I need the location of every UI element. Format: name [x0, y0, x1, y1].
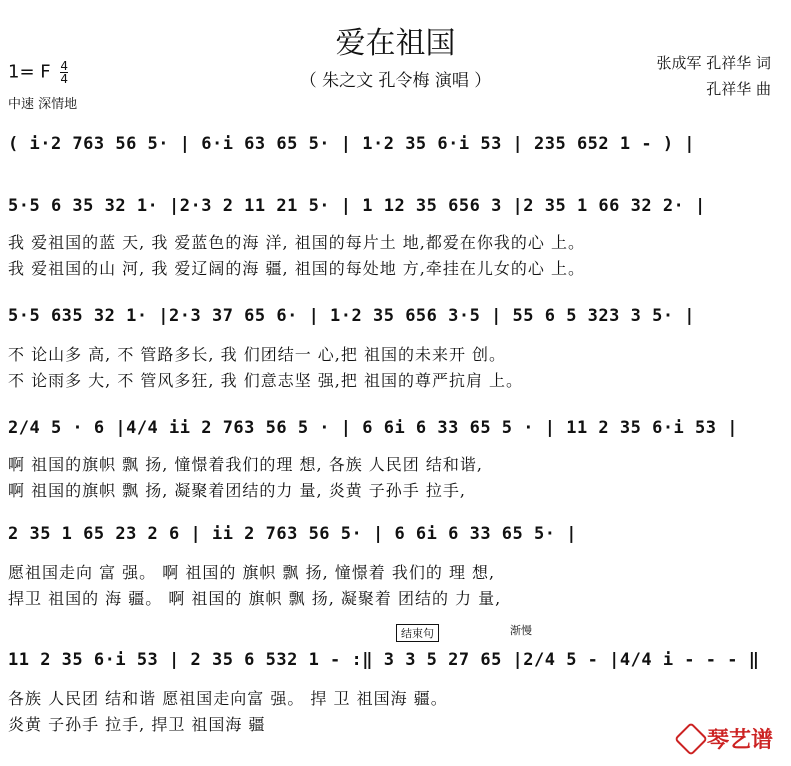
staff-line-2: 5·5 6 35 32 1· |2·3 2 11 21 5· | 1 12 35 656 3 |2 35 1 66 32 2· |: [8, 196, 706, 216]
logo-icon: [674, 722, 708, 756]
key-label: 1= F: [8, 61, 51, 83]
lyric-line-3a: 不 论山多 高, 不 管路多长, 我 们团结一 心,把 祖国的未来开 创。: [8, 345, 507, 364]
lyric-line-2a: 我 爱祖国的蓝 天, 我 爱蓝色的海 洋, 祖国的每片土 地,都爱在你我的心 上。: [8, 233, 585, 252]
lyricists-credit: 张成军 孔祥华 词: [656, 54, 771, 72]
logo-text: 琴艺谱: [706, 728, 773, 753]
staff-line-1: ( i·2 763 56 5· | 6·i 63 65 5· | 1·2 35 6·i 53 | 235 652 1 - ) |: [8, 134, 696, 154]
lyric-line-6b: 炎黄 子孙手 拉手, 捍卫 祖国海 疆: [8, 715, 266, 734]
time-bottom: 4: [60, 72, 68, 86]
key-signature: [8, 60, 68, 85]
ritardando-label: 渐慢: [510, 624, 532, 637]
ending-phrase-label: 结束句: [396, 624, 439, 642]
time-top: 4: [60, 59, 68, 73]
lyric-line-6a: 各族 人民团 结和谐 愿祖国走向富 强。 捍 卫 祖国海 疆。: [8, 689, 448, 708]
lyric-line-5a: 愿祖国走向 富 强。 啊 祖国的 旗帜 飘 扬, 憧憬着 我们的 理 想,: [8, 563, 496, 582]
staff-line-3: 5·5 635 32 1· |2·3 37 65 6· | 1·2 35 656 3·5 | 55 6 5 323 3 5· |: [8, 306, 696, 326]
tempo-marking: 中速 深情地: [8, 97, 78, 112]
time-signature: [60, 60, 68, 85]
lyric-line-5b: 捍卫 祖国的 海 疆。 啊 祖国的 旗帜 飘 扬, 凝聚着 团结的 力 量,: [8, 589, 502, 608]
composer-credit: 孔祥华 曲: [706, 80, 771, 98]
singers: （ 朱之文 孔令梅 演唱 ）: [299, 71, 492, 91]
site-logo: [679, 723, 773, 754]
lyric-line-4a: 啊 祖国的旗帜 飘 扬, 憧憬着我们的理 想, 各族 人民团 结和谐,: [8, 455, 483, 474]
lyric-line-4b: 啊 祖国的旗帜 飘 扬, 凝聚着团结的力 量, 炎黄 子孙手 拉手,: [8, 481, 466, 500]
lyric-line-2b: 我 爱祖国的山 河, 我 爱辽阔的海 疆, 祖国的每处地 方,牵挂在儿女的心 上。: [8, 259, 585, 278]
staff-line-6: 11 2 35 6·i 53 | 2 35 6 532 1 - :‖ 3 3 5 27 65 |2/4 5 - |4/4 i - - - ‖: [8, 650, 760, 670]
staff-line-5: 2 35 1 65 23 2 6 | ii 2 763 56 5· | 6 6i 6 33 65 5· |: [8, 524, 577, 544]
song-title: 爱在祖国: [335, 26, 456, 61]
staff-line-4: 2/4 5 · 6 |4/4 ii 2 763 56 5 · | 6 6i 6 33 65 5 · | 11 2 35 6·i 53 |: [8, 418, 738, 438]
lyric-line-3b: 不 论雨多 大, 不 管风多狂, 我 们意志坚 强,把 祖国的尊严抗肩 上。: [8, 371, 524, 390]
